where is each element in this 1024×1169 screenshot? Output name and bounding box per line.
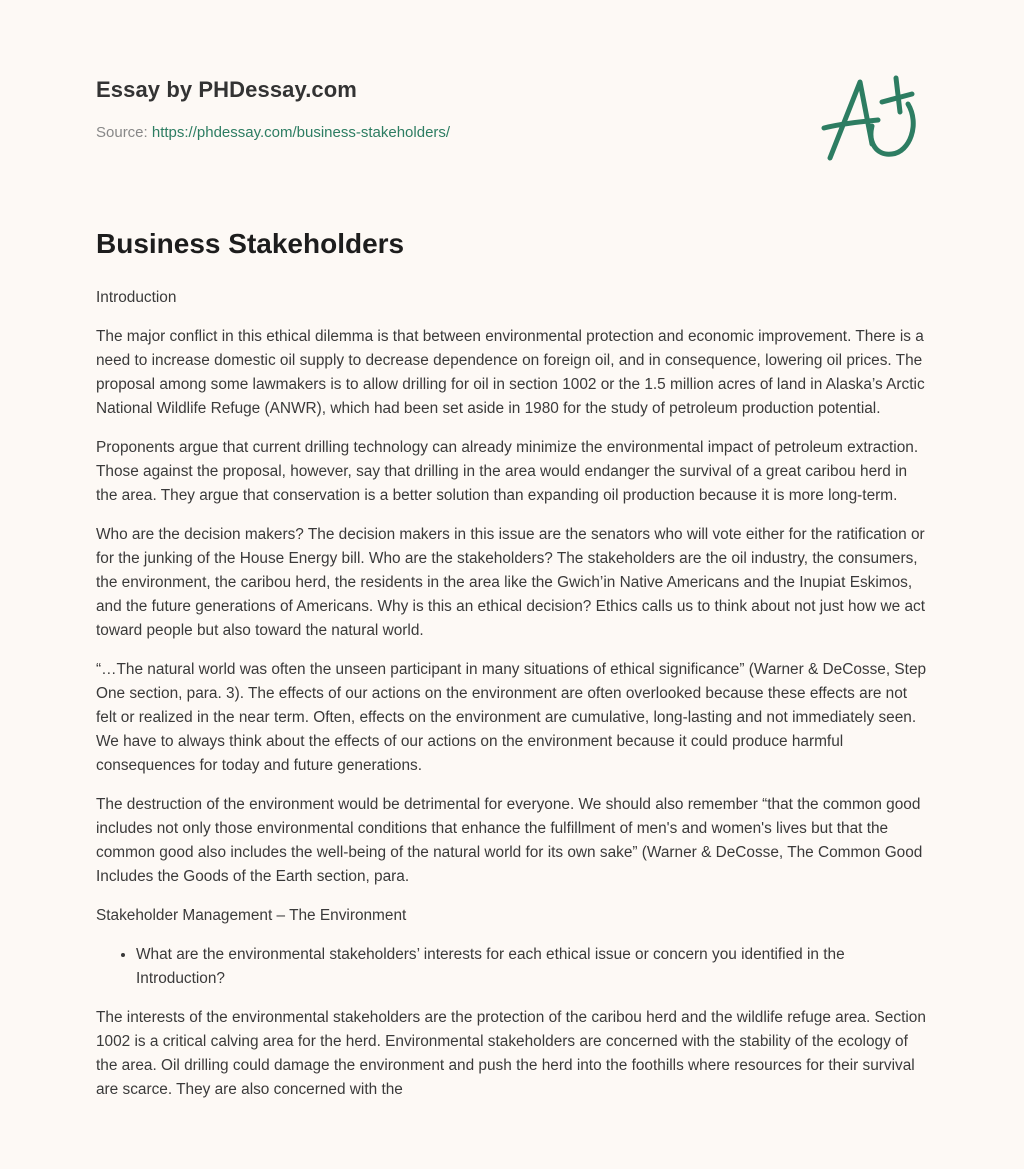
intro-heading: Introduction: [96, 289, 177, 306]
essay-title: Business Stakeholders: [96, 228, 405, 259]
essay-body: [96, 286, 928, 1117]
paragraph: The destruction of the environment would be detrimental for everyone. We should also remember “that the common good includes not only those environmental conditions that enhance the fulfillment of men's and women's lives but that the common good also includes the well-being of the natural world for its own sake” (Warner & DeCosse, The Common Good Includes the Goods of the Earth section, para.: [96, 796, 923, 885]
list-item: • What are the environmental stakeholders’ interests for each ethical issue or concern you identified in the Introduction?: [136, 943, 928, 991]
paragraph: Proponents argue that current drilling technology can already minimize the environmental impact of petroleum extraction. Those against the proposal, however, say that drilling in the area would endanger the survival of a great caribou herd in the area. They argue that conservation is a better solution than expanding oil production because it is more long-term.: [96, 439, 919, 504]
paragraph: “…The natural world was often the unseen participant in many situations of ethical significance” (Warner & DeCosse, Step One section, para. 3). The effects of our actions on the environment are often overlooked because these effects are not felt or realized in the near term. Often, effects on the environment are cumulative, long-lasting and not immediately seen. We have to always think about the effects of our actions on the environment because it could produce harmful consequences for today and future generations.: [96, 661, 927, 774]
source-label: Source:: [96, 124, 148, 141]
a-plus-grade-icon: [820, 64, 930, 168]
source-line: [96, 124, 450, 142]
site-title: Essay by PHDessay.com: [96, 77, 357, 102]
section-heading: Stakeholder Management – The Environment: [96, 907, 407, 924]
paragraph: The major conflict in this ethical dilemma is that between environmental protection and economic improvement. There is a need to increase domestic oil supply to decrease dependence on foreign oil, and in consequence, lowering oil prices. The proposal among some lawmakers is to allow drilling for oil in section 1002 or the 1.5 million acres of land in Alaska’s Arctic National Wildlife Refuge (ANWR), which had been set aside in 1980 for the study of petroleum production potential.: [96, 328, 925, 417]
source-link[interactable]: https://phdessay.com/business-stakeholders/: [151, 124, 451, 141]
question-list: [96, 943, 928, 991]
paragraph: Who are the decision makers? The decision makers in this issue are the senators who will vote either for the ratification or for the junking of the House Energy bill. Who are the stakeholders? The stakeholders are the oil industry, the consumers, the environment, the caribou herd, the residents in the area like the Gwich’in Native Americans and the Inupiat Eskimos, and the future generations of Americans. Why is this an ethical decision? Ethics calls us to think about not just how we act toward people but also toward the natural world.: [96, 526, 925, 639]
paragraph: The interests of the environmental stakeholders are the protection of the caribou herd and the wildlife refuge area. Section 1002 is a critical calving area for the herd. Environmental stakeholders are concerned with the stability of the ecology of the area. Oil drilling could damage the environment and push the herd into the foothills where resources for their survival are scarce. They are also concerned with the: [96, 1009, 926, 1098]
